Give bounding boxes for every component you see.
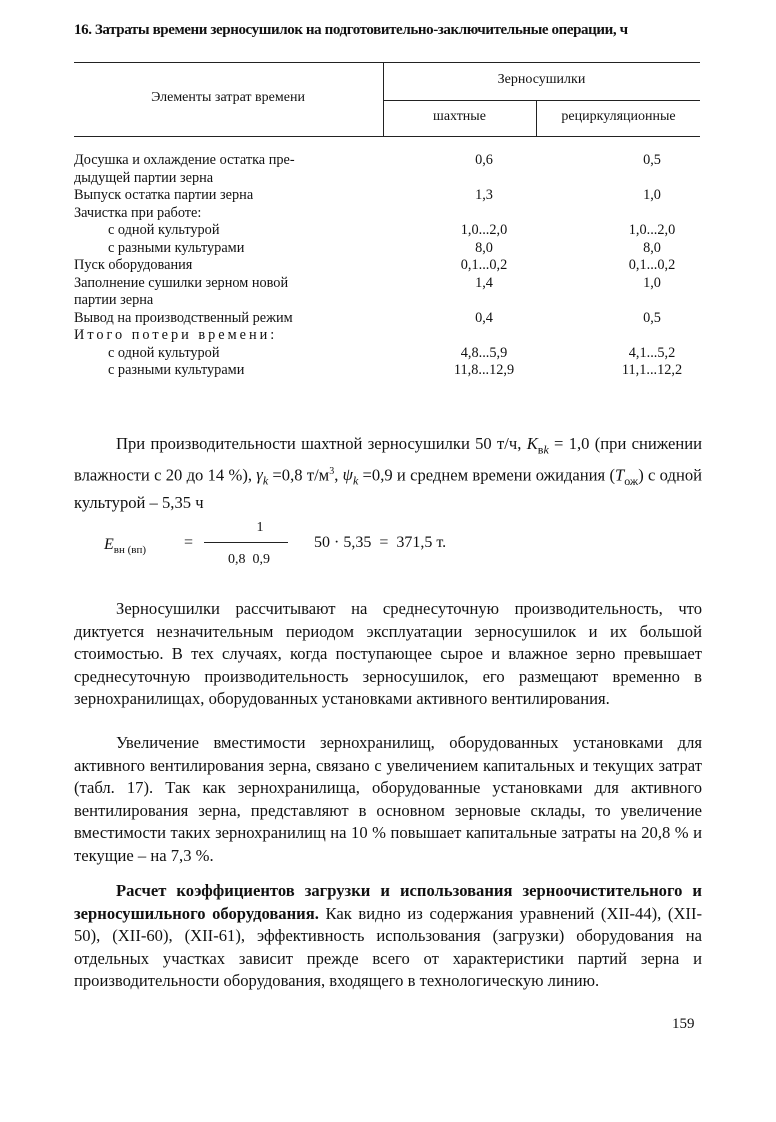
formula-numerator: 1 [256,520,264,535]
cell-recirc: 1,0...2,0 [628,222,676,238]
page-number: 159 [672,1016,695,1032]
table-row [74,187,714,205]
row-label: Зачистка при работе: [74,204,202,221]
cell-shaft: 1,4 [475,274,493,291]
row-label: Итого потери времени: [74,327,278,343]
table-group-rule [383,100,700,101]
table-row [74,240,714,258]
table-top-rule [74,62,700,63]
cell-shaft: 1,0...2,0 [460,222,508,238]
row-label: с разными культурами [108,362,245,378]
cell-shaft: 0,1...0,2 [460,257,508,273]
table-body [74,152,714,380]
row-label: дыдущей партии зерна [74,169,214,186]
table-row [74,310,714,328]
formula-rest: 50 · 5,35 = 371,5 т. [314,534,447,551]
cell-recirc: 0,1...0,2 [628,257,676,273]
table-row [74,222,714,240]
table-row [74,275,714,293]
formula-fraction-line [204,542,288,543]
row-label: партии зерна [74,292,154,308]
cell-recirc: 1,0 [643,274,661,291]
cell-recirc: 1,0 [643,187,661,203]
table-row [74,362,714,380]
table-row [74,292,714,310]
table-row [74,152,714,170]
cell-shaft: 0,4 [475,309,493,326]
cell-shaft: 0,6 [475,152,493,168]
table-row [74,257,714,275]
row-label: Выпуск остатка партии зерна [74,187,254,203]
paragraph-2: Увеличение вместимости зернохранилищ, оборудованных установками для активного вентилирования зерна, связано с увеличением капитальных и текущих затрат (табл. 17). Так как зернохранилища, оборудованные установками для активного вентилирования зерна, представляют в основном зерновые склады, то увеличение вместимости таких зернохранилищ на 10 % повышает капитальные затраты на 20,8 % и текущие – на 7,3 %. [74,733,702,865]
row-label: Пуск оборудования [74,257,193,273]
formula-lhs-sub: вн (вп) [113,544,147,557]
cell-recirc: 4,1...5,2 [628,344,676,361]
row-label: с разными культурами [108,239,245,256]
header-elements: Элементы затрат времени [151,90,305,105]
table-header-rule [74,136,700,137]
header-col-recirc: рециркуляционные [561,109,676,124]
cell-recirc: 11,1...12,2 [621,362,683,378]
row-label: с одной культурой [108,344,220,361]
formula [104,520,524,580]
cell-recirc: 8,0 [643,239,661,256]
header-group: Зерносушилки [497,72,586,87]
cell-recirc: 0,5 [643,309,661,326]
row-label: Заполнение сушилки зерном новой [74,274,289,291]
table-row [74,345,714,363]
paragraph-3-lead: Расчет коэффициентов загрузки и использования зерноочистительного и зерносушильного оборудования. [74,881,702,923]
formula-equals: = [184,534,194,551]
table-row [74,170,714,188]
table-title: 16. Затраты времени зерносушилок на подготовительно-заключительные операции, ч [74,22,628,38]
cell-shaft: 1,3 [475,187,493,203]
cell-shaft: 11,8...12,9 [453,362,515,378]
cell-shaft: 4,8...5,9 [460,344,508,361]
formula-denominator: 0,8 0,9 [228,552,270,567]
cell-recirc: 0,5 [643,152,661,168]
paragraph-3 [74,880,702,993]
row-label: с одной культурой [108,222,220,238]
header-col-shaft: шахтные [433,109,486,124]
table-row [74,327,714,345]
paragraph-1: Зерносушилки рассчитывают на среднесуточную производительность, что диктуется незначительным периодом эксплуатации зерносушилок и их большой стоимостью. В тех случаях, когда поступающее сырое и влажное зерно превышает среднесуточную производительность зерносушилок, его размещают временно в зернохранилищах, оборудованных установками активного вентилирования. [74,599,702,708]
intro-paragraph: При производительности шахтной зерносушилки 50 т/ч, $K_{вk} = 1,0$ (при снижении влажности с 20 до 14 %), $\gamma_k =0,8$ $т/м^3$, $\psi_k =0,9$ и среднем времени ожидания $(T_{ож})$ с одной культурой – 5,35 ч [74,434,703,513]
cell-shaft: 8,0 [475,239,493,256]
formula-lhs: $E_{вн (вп)}$ [104,536,147,557]
row-label: Вывод на производственный режим [74,309,293,326]
paragraph-3-text: Как видно из содержания уравнений (XII-44), (XII-50), (XII-60), (XII-61), эффективность использования (загрузки) оборудования на отдельных участках зависит прежде всего от характеристики партий зерна и производительности оборудования, входящего в технологическую линию. [74,903,703,990]
table-row [74,205,714,223]
row-label: Досушка и охлаждение остатка пре- [74,152,295,168]
